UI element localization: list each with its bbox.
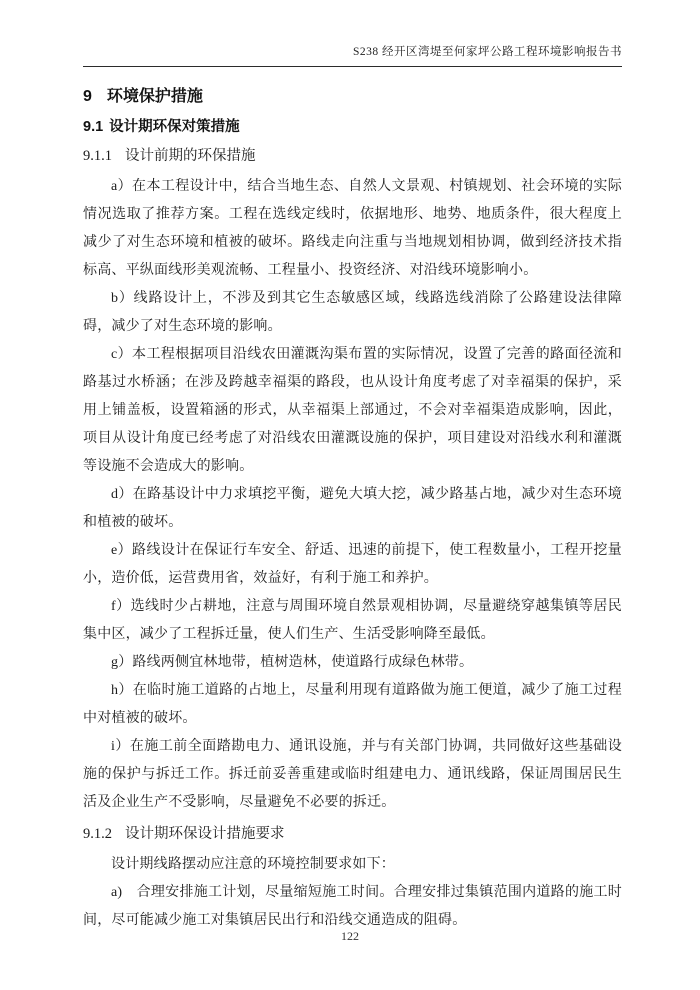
paragraph-a: a）在本工程设计中，结合当地生态、自然人文景观、村镇规划、社会环境的实际情况选取了推荐方案。工程在选线定线时，依据地形、地势、地质条件，很大程度上减少了对生态环境和植被的破坏。路线走向注重与当地规划相协调，做到经济技术指标高、平纵面线形美观流畅、工程量小、投资经济、对沿线环境影响小。 <box>83 179 622 278</box>
subsection-912-title: 设计期环保设计措施要求 <box>125 826 285 842</box>
page-header <box>83 45 622 67</box>
section-number: 9.1 <box>83 119 104 135</box>
paragraph-g: g）路线两侧宜林地带，植树造林，使道路行成绿色林带。 <box>111 655 474 670</box>
paragraph-c: c）本工程根据项目沿线农田灌溉沟渠布置的实际情况，设置了完善的路面径流和路基过水桥涵；在涉及跨越幸福渠的路段，也从设计角度考虑了对幸福渠的保护，采用上铺盖板，设置箱涵的形式，从幸福渠上部通过，不会对幸福渠造成影响，因此，项目从设计角度已经考虑了对沿线农田灌溉设施的保护，项目建设对沿线水利和灌溉等设施不会造成大的影响。 <box>83 347 622 474</box>
chapter-title: 环境保护措施 <box>106 88 203 105</box>
section-heading <box>83 118 622 137</box>
page-footer <box>0 929 700 944</box>
paragraph-e: e）路线设计在保证行车安全、舒适、迅速的前提下，使工程数量小，工程开挖量小，造价低，运营费用省，效益好，有利于施工和养护。 <box>83 543 622 586</box>
subsection-912-intro: 设计期线路摆动应注意的环境控制要求如下： <box>111 857 395 872</box>
paragraph-b: b）线路设计上，不涉及到其它生态敏感区域，线路选线消除了公路建设法律障碍，减少了对生态环境的影响。 <box>83 291 622 334</box>
subsection-911-title: 设计前期的环保措施 <box>125 148 256 164</box>
paragraph-i: i）在施工前全面踏勘电力、通讯设施，并与有关部门协调，共同做好这些基础设施的保护与拆迁工作。拆迁前妥善重建或临时组建电力、通讯线路，保证周围居民生活及企业生产不受影响，尽量避免不必要的拆迁。 <box>83 739 622 810</box>
subsection-911-number: 9.1.1 <box>83 148 112 164</box>
subsection-912-body <box>83 851 622 935</box>
paragraph-f: f）选线时少占耕地，注意与周围环境自然景观相协调，尽量避绕穿越集镇等居民集中区，减少了工程拆迁量，使人们生产、生活受影响降至最低。 <box>83 599 622 642</box>
paragraph-h: h）在临时施工道路的占地上，尽量利用现有道路做为施工便道，减少了施工过程中对植被的破坏。 <box>83 683 622 726</box>
chapter-heading <box>83 87 622 107</box>
paragraph-a2: a) 合理安排施工计划，尽量缩短施工时间。合理安排过集镇范围内道路的施工时间，尽可能减少施工对集镇居民出行和沿线交通造成的阻碍。 <box>83 885 622 928</box>
paragraph-d: d）在路基设计中力求填挖平衡，避免大填大挖，减少路基占地，减少对生态环境和植被的破坏。 <box>83 487 622 530</box>
page-number: 122 <box>341 929 359 943</box>
header-title: S238 经开区湾堤至何家坪公路工程环境影响报告书 <box>352 46 622 58</box>
subsection-heading-912 <box>83 825 622 844</box>
section-title: 设计期环保对策措施 <box>109 119 240 135</box>
subsection-912-number: 9.1.2 <box>83 826 112 842</box>
subsection-heading-911 <box>83 147 622 166</box>
subsection-911-body <box>83 173 622 817</box>
chapter-number: 9 <box>83 88 92 105</box>
